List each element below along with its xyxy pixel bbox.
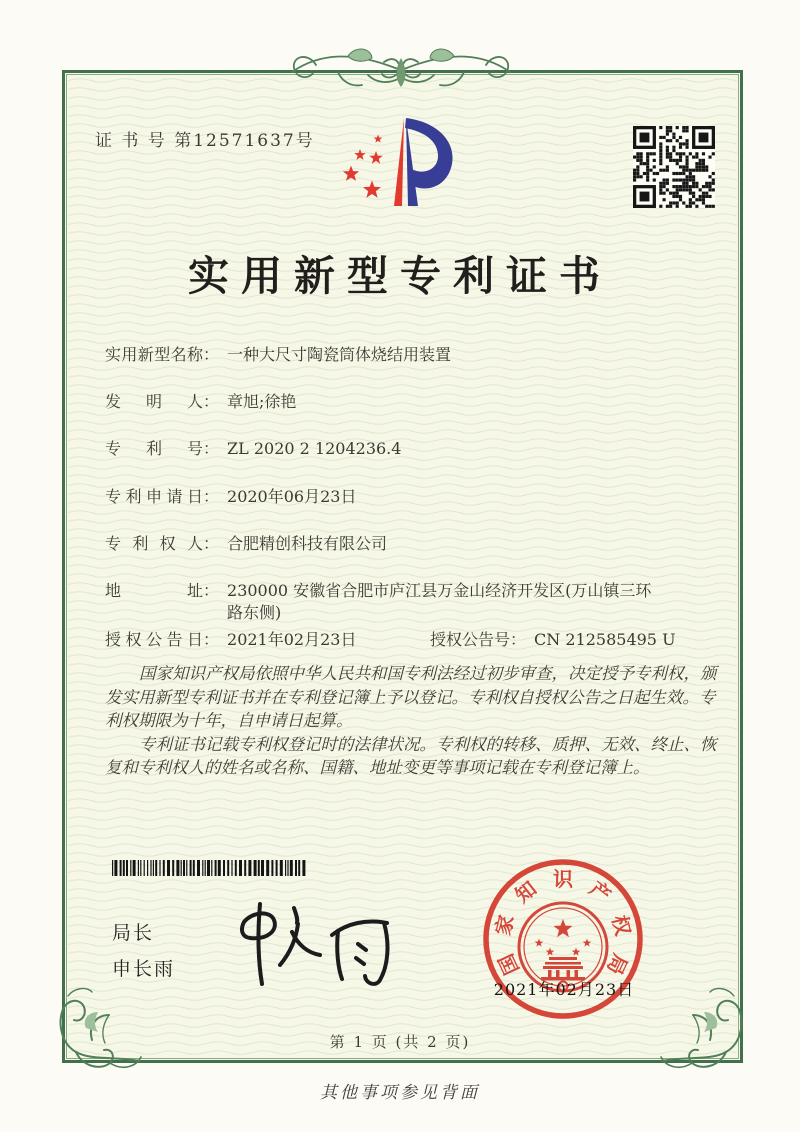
logo-spire-red — [394, 118, 404, 206]
field-value: 2020年06月23日 — [227, 487, 357, 506]
field-label: 地址 — [105, 581, 203, 600]
certificate-title: 实用新型专利证书 — [188, 252, 612, 300]
signature-handwriting — [232, 892, 412, 992]
field-colon: ： — [203, 345, 220, 364]
svg-text:产: 产 — [584, 876, 616, 908]
qr-code — [633, 126, 715, 208]
svg-text:权: 权 — [607, 912, 636, 938]
field-colon: ： — [203, 487, 220, 506]
certificate-number: 证 书 号 第12571637号 — [95, 131, 315, 151]
field-row-inventor — [105, 391, 296, 413]
svg-text:家: 家 — [490, 912, 519, 938]
field-row-name — [105, 344, 451, 366]
signatory-title: 局长 — [112, 922, 155, 944]
grant-no-value: CN 212585495 U — [534, 630, 676, 649]
legal-text — [105, 662, 719, 780]
field-row-address — [105, 580, 667, 624]
page-number: 第 1 页 (共 2 页) — [329, 1033, 471, 1051]
field-label: 授权公告日 — [105, 630, 203, 649]
grant-date-value: 2021年02月23日 — [227, 630, 357, 649]
legal-paragraph-1: 国家知识产权局依照中华人民共和国专利法经过初步审查，决定授予专利权，颁发实用新型专利证书并在专利登记簿上予以登记。专利权自授权公告之日起生效。专利权期限为十年，自申请日起算。 — [105, 664, 717, 730]
field-colon: ： — [203, 439, 220, 458]
field-colon: ： — [203, 581, 220, 600]
field-colon: ： — [203, 392, 220, 411]
field-row-patentee — [105, 533, 387, 555]
svg-text:局: 局 — [602, 950, 633, 979]
field-colon: ： — [203, 534, 220, 553]
svg-text:国: 国 — [493, 950, 524, 979]
field-value: 230000 安徽省合肥市庐江县万金山经济开发区(万山镇三环路东侧) — [227, 581, 652, 622]
field-colon: ： — [203, 630, 220, 649]
cnipa-logo — [342, 112, 464, 214]
svg-text:识: 识 — [553, 867, 573, 891]
field-row-patent-no — [105, 438, 401, 460]
barcode — [112, 860, 308, 876]
field-row-grant — [105, 629, 720, 651]
grant-no-label: 授权公告号 — [430, 630, 511, 649]
svg-text:知: 知 — [510, 876, 542, 908]
field-label: 发明人 — [105, 392, 203, 411]
field-value: 合肥精创科技有限公司 — [227, 534, 388, 553]
field-label: 专利申请日 — [105, 487, 203, 506]
signatory-name: 申长雨 — [112, 958, 176, 980]
field-value: 章旭;徐艳 — [227, 392, 297, 411]
legal-paragraph-2: 专利证书记载专利权登记时的法律状况。专利权的转移、质押、无效、终止、恢复和专利权人的姓名或名称、国籍、地址变更等事项记载在专利登记簿上。 — [105, 734, 717, 777]
seal-date: 2021年02月23日 — [493, 980, 635, 999]
logo-spire-blue — [406, 118, 418, 206]
back-side-note: 其他事项参见背面 — [320, 1083, 480, 1103]
field-value: 一种大尺寸陶瓷筒体烧结用装置 — [227, 345, 452, 364]
grant-no-pair — [430, 629, 676, 651]
field-label: 专利权人 — [105, 534, 203, 553]
field-label: 专利号 — [105, 439, 203, 458]
field-label: 实用新型名称 — [105, 345, 203, 364]
field-colon: ： — [510, 630, 527, 649]
field-row-filing-date — [105, 486, 356, 508]
logo-p-bowl — [405, 118, 453, 188]
field-value: ZL 2020 2 1204236.4 — [227, 439, 402, 458]
